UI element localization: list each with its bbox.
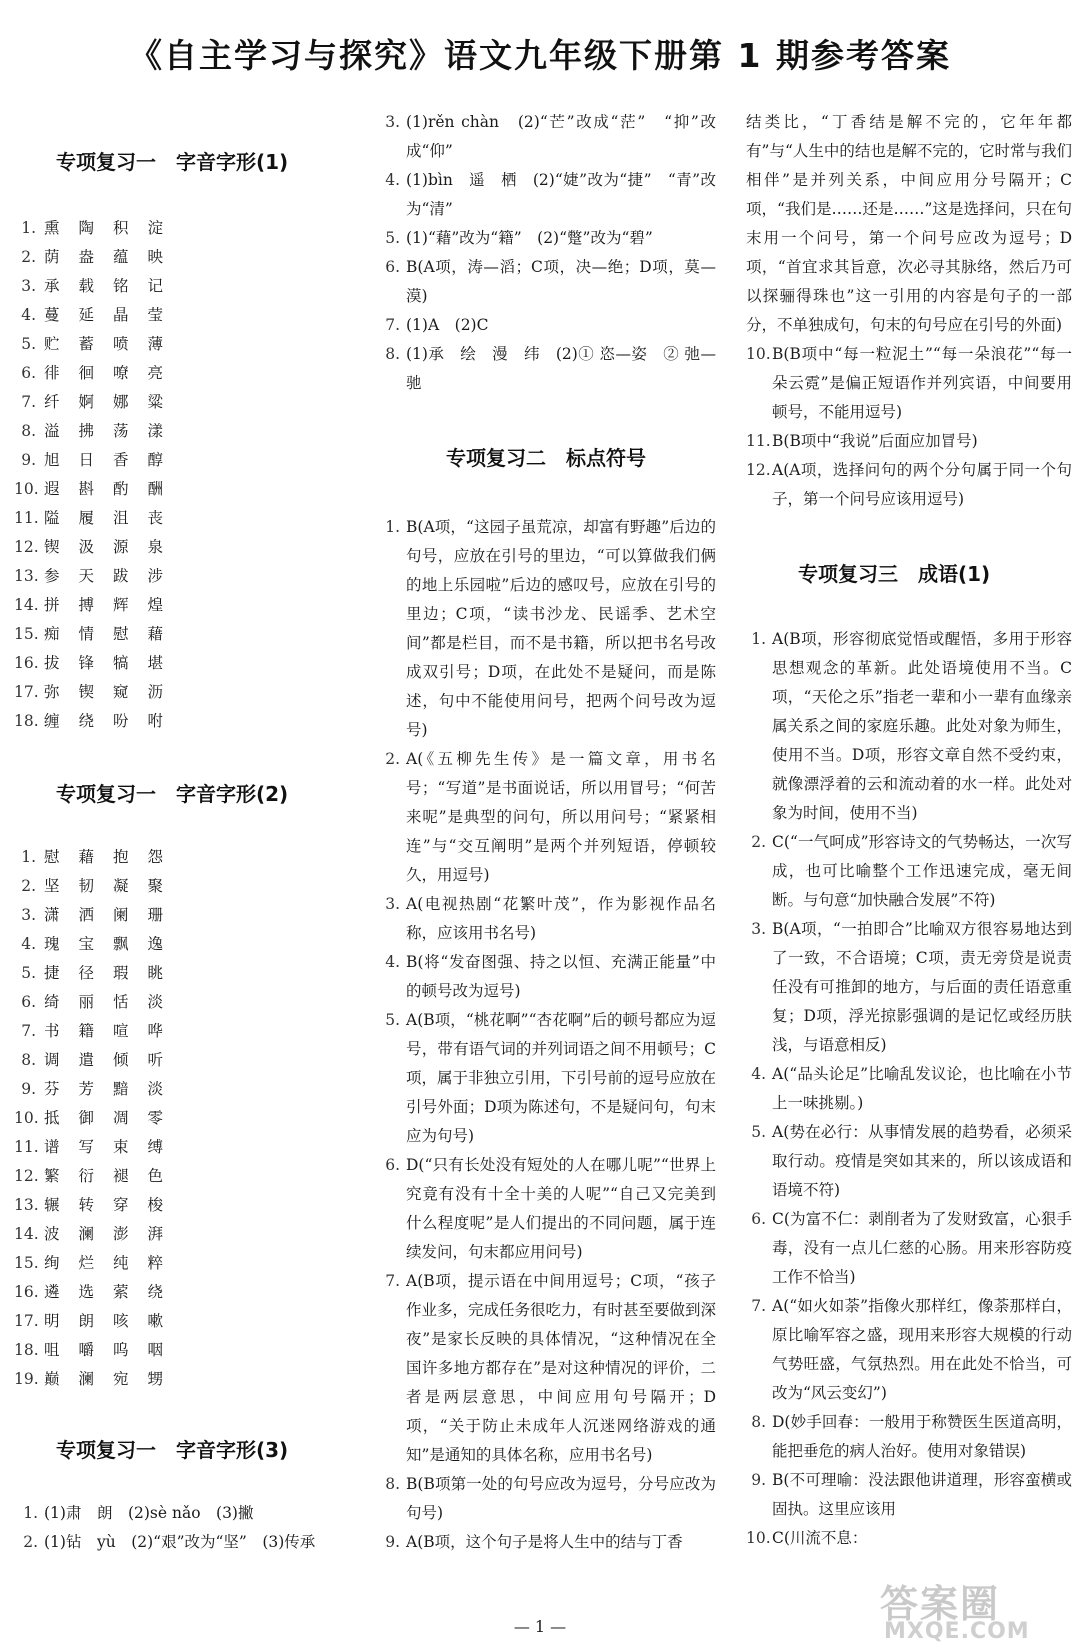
word-group: 承载铭记	[44, 277, 183, 295]
answer-text: B(A项，“这园子虽荒凉，却富有野趣”后边的句号，应放在引号的里边，“可以算做我们俩的地上乐园啦”后边的感叹号，应放在引号的里边；C项，“读书沙龙、民谣季、艺术空间”都是栏目，而不是书籍，所以把书名号改成双引号；D项，在此处不是疑问，而是陈述，句中不能使用问号，把两个问号改为逗号)	[406, 518, 716, 739]
word-row	[14, 843, 344, 872]
word-group: 贮蓄喷薄	[44, 335, 183, 353]
word-list-1	[14, 214, 344, 736]
item-number: 17.	[14, 683, 39, 701]
item-number: 1.	[385, 518, 400, 536]
answer-item	[376, 340, 716, 398]
item-number: 13.	[14, 567, 39, 585]
item-number: 10.	[14, 1109, 39, 1127]
answer-item	[742, 1466, 1072, 1524]
item-number: 15.	[14, 1254, 39, 1272]
word-row	[14, 591, 344, 620]
word-row	[14, 1278, 344, 1307]
word-row	[14, 504, 344, 533]
answer-text: D(“只有长处没有短处的人在哪儿呢”“世界上究竟有没有十全十美的人呢”“自己又完美到什么程度呢”是人们提出的不同问题，属于连续发问，句末都应用问号)	[406, 1156, 716, 1261]
item-number: 8.	[385, 345, 400, 363]
word-row	[14, 446, 344, 475]
word-group: 波澜澎湃	[44, 1225, 183, 1243]
item-number: 6.	[385, 258, 400, 276]
column-right	[742, 108, 1072, 1553]
item-number: 5.	[21, 335, 36, 353]
item-number: 8.	[751, 1413, 766, 1431]
answer-text: A(“品头论足”比喻乱发议论，也比喻在小节上一味挑剔。)	[772, 1065, 1072, 1112]
word-group: 徘徊嘹亮	[44, 364, 183, 382]
item-number: 19.	[14, 1370, 39, 1388]
item-number: 9.	[21, 1080, 36, 1098]
word-group: 调遣倾听	[44, 1051, 183, 1069]
word-group: 芬芳黯淡	[44, 1080, 183, 1098]
item-number: 4.	[751, 1065, 766, 1083]
word-group: 抵御凋零	[44, 1109, 183, 1127]
word-row	[14, 1104, 344, 1133]
answer-item	[742, 1205, 1072, 1292]
answer-text: B(B项第一处的句号应改为逗号，分号应改为句号)	[406, 1475, 716, 1522]
item-number: 1.	[23, 1504, 38, 1522]
item-number: 6.	[21, 993, 36, 1011]
answer-item	[376, 253, 716, 311]
answer-item	[742, 828, 1072, 915]
word-group: 遐斟酌酬	[44, 480, 183, 498]
item-number: 1.	[751, 630, 766, 648]
word-group: 辗转穿梭	[44, 1196, 183, 1214]
item-number: 3.	[21, 906, 36, 924]
section-heading-idioms: 专项复习三 成语(1)	[798, 562, 991, 586]
word-group: 遴选萦绕	[44, 1283, 183, 1301]
word-row	[14, 1075, 344, 1104]
column-left	[14, 108, 344, 1557]
word-group: 参天跋涉	[44, 567, 183, 585]
answer-text: C(川流不息：	[772, 1529, 868, 1547]
item-number: 14.	[14, 1225, 39, 1243]
answer-list-zixing-3	[376, 108, 716, 398]
watermark-url: MXQE.COM	[884, 1619, 1030, 1644]
section-heading-3: 专项复习一 字音字形(3)	[56, 1438, 289, 1462]
answer-text: (1)承 绘 漫 纬 (2)① 恣—姿 ② 弛—驰	[406, 345, 716, 392]
answer-item	[14, 1528, 344, 1557]
item-number: 9.	[385, 1533, 400, 1551]
item-number: 18.	[14, 712, 39, 730]
answer-item	[742, 915, 1072, 1060]
answer-item	[376, 108, 716, 166]
answer-item	[376, 1267, 716, 1470]
answer-text: A(B项，提示语在中间用逗号；C项，“孩子作业多，完成任务很吃力，有时甚至要做到深夜”是家长反映的具体情况，“这种情况在全国许多地方都存在”是对这种情况的评价，二者是两层意思，中间应用句号隔开；D项，“关于防止未成年人沉迷网络游戏的通知”是通知的具体名称，应用书名号)	[406, 1272, 717, 1464]
word-row	[14, 930, 344, 959]
item-number: 4.	[21, 935, 36, 953]
item-number: 9.	[21, 451, 36, 469]
answer-item	[376, 745, 716, 890]
answer-item	[376, 948, 716, 1006]
item-number: 16.	[14, 1283, 39, 1301]
answer-list-idioms	[742, 625, 1072, 1553]
item-number: 15.	[14, 625, 39, 643]
answer-list-punctuation	[376, 513, 716, 1557]
item-number: 16.	[14, 654, 39, 672]
item-number: 7.	[385, 316, 400, 334]
word-group: 繁衍褪色	[44, 1167, 183, 1185]
item-number: 2.	[23, 1533, 38, 1551]
item-number: 6.	[385, 1156, 400, 1174]
answer-text: A(A项，选择问句的两个分句属于同一个句子，第一个问号应该用逗号)	[772, 461, 1072, 508]
word-row	[14, 1249, 344, 1278]
word-group: 蔓延晶莹	[44, 306, 183, 324]
word-row	[14, 1046, 344, 1075]
item-number: 5.	[751, 1123, 766, 1141]
word-group: 隘履沮丧	[44, 509, 183, 527]
item-number: 4.	[21, 306, 36, 324]
page-title: 《自主学习与探究》语文九年级下册第 1 期参考答案	[129, 36, 951, 75]
word-group: 绮丽恬淡	[44, 993, 183, 1011]
word-row	[14, 707, 344, 736]
item-number: 7.	[21, 1022, 36, 1040]
answer-text: A(B项，形容彻底觉悟或醒悟，多用于形容思想观念的革新。此处语境使用不当。C项，“天伦之乐”指老一辈和小一辈有血缘亲属关系之间的家庭乐趣。此处对象为师生，使用不当。D项，形容文章自然不受约束，就像漂浮着的云和流动着的水一样。此处对象为时间，使用不当)	[772, 630, 1072, 822]
word-row	[14, 872, 344, 901]
word-group: 书籍喧哗	[44, 1022, 183, 1040]
answer-text: A(势在必行：从事情发展的趋势看，必须采取行动。疫情是突如其来的，所以该成语和语境不符)	[772, 1123, 1072, 1199]
item-number: 8.	[21, 1051, 36, 1069]
item-number: 13.	[14, 1196, 39, 1214]
column-middle	[376, 108, 716, 1557]
item-number: 11.	[14, 509, 39, 527]
word-group: 痴情慰藉	[44, 625, 183, 643]
item-number: 4.	[385, 953, 400, 971]
answer-text: B(B项中“每一粒泥土”“每一朵浪花”“每一朵云霓”是偏正短语作并列宾语，中间要用顿号，不能用逗号)	[772, 345, 1072, 421]
answer-text: (1)A (2)C	[406, 316, 489, 334]
answer-item	[376, 513, 716, 745]
answer-item	[14, 1499, 344, 1528]
answer-item	[742, 1118, 1072, 1205]
word-group: 纤婀娜粱	[44, 393, 183, 411]
answer-text: (1)肃 朗 (2)sè nǎo (3)撇	[44, 1504, 254, 1522]
word-group: 熏陶积淀	[44, 219, 183, 237]
answer-text: C(“一气呵成”形容诗文的气势畅达，一次写成，也可比喻整个工作迅速完成，毫无间断。与句意“加快融合发展”不符)	[772, 833, 1072, 909]
item-number: 2.	[385, 750, 400, 768]
item-number: 6.	[21, 364, 36, 382]
word-row	[14, 330, 344, 359]
answer-item	[376, 166, 716, 224]
word-group: 荫盎蕴映	[44, 248, 183, 266]
word-group: 潇洒阑珊	[44, 906, 183, 924]
word-group: 绚烂纯粹	[44, 1254, 183, 1272]
word-group: 锲汲源泉	[44, 538, 183, 556]
item-number: 7.	[751, 1297, 766, 1315]
item-number: 11.	[14, 1138, 39, 1156]
word-row	[14, 1133, 344, 1162]
answer-text: (1)bìn 遥 栖 (2)“婕”改为“捷” “青”改为“清”	[406, 171, 716, 218]
watermark-logo	[880, 1573, 1070, 1647]
word-group: 弥锲窥沥	[44, 683, 183, 701]
answer-text: B(A项，“一拍即合”比喻双方很容易地达到了一致，不合语境；C项，责无旁贷是说责任没有可推卸的地方，与后面的责任语意重复；D项，浮光掠影强调的是记忆或经历肤浅，与语意相反)	[772, 920, 1072, 1054]
word-group: 坚韧凝聚	[44, 877, 183, 895]
word-row	[14, 678, 344, 707]
item-number: 3.	[751, 920, 766, 938]
item-number: 3.	[385, 113, 400, 131]
word-row	[14, 1191, 344, 1220]
word-row	[14, 1307, 344, 1336]
answer-item	[742, 340, 1072, 427]
answer-item	[376, 1470, 716, 1528]
item-number: 11.	[746, 432, 771, 450]
item-number: 7.	[385, 1272, 400, 1290]
word-row	[14, 988, 344, 1017]
item-number: 17.	[14, 1312, 39, 1330]
word-row	[14, 649, 344, 678]
word-row	[14, 959, 344, 988]
answer-text: A(电视热剧“花繁叶茂”，作为影视作品名称，应该用书名号)	[406, 895, 716, 942]
answer-text: B(将“发奋图强、持之以恒、充满正能量”中的顿号改为逗号)	[406, 953, 716, 1000]
item-number: 10.	[746, 345, 771, 363]
answer-text: B(B项中“我说”后面应加冒号)	[772, 432, 978, 450]
word-row	[14, 388, 344, 417]
word-group: 咀嚼呜咽	[44, 1341, 183, 1359]
word-row	[14, 562, 344, 591]
answer-item	[742, 1292, 1072, 1408]
answer-list-punctuation-cont	[742, 340, 1072, 514]
section-heading-1: 专项复习一 字音字形(1)	[56, 150, 289, 174]
word-row	[14, 1162, 344, 1191]
answer-text: C(为富不仁：剥削者为了发财致富，心狠手毒，没有一点儿仁慈的心肠。用来形容防疫工作不恰当)	[772, 1210, 1072, 1286]
answer-text: A(B项，这个句子是将人生中的结与丁香	[406, 1533, 683, 1551]
item-number: 3.	[21, 277, 36, 295]
word-group: 拔锋犒堪	[44, 654, 183, 672]
word-row	[14, 272, 344, 301]
word-row	[14, 620, 344, 649]
word-group: 捷径瑕眺	[44, 964, 183, 982]
word-row	[14, 1365, 344, 1394]
answer-item	[376, 311, 716, 340]
word-row	[14, 417, 344, 446]
item-number: 6.	[751, 1210, 766, 1228]
answer-text: A(“如火如荼”指像火那样红，像荼那样白，原比喻军容之盛，现用来形容大规模的行动气势旺盛，气氛热烈。用在此处不恰当，可改为“风云变幻”)	[772, 1297, 1072, 1402]
answer-item	[742, 1060, 1072, 1118]
answer-text: A(《五柳先生传》是一篇文章，用书名号；“写道”是书面说话，所以用冒号；“何苦来呢”是典型的问句，所以用问号；“紧紧相连”与“交互阐明”是两个并列短语，停顿较久，用逗号)	[406, 750, 716, 884]
item-number: 2.	[21, 877, 36, 895]
item-number: 2.	[21, 248, 36, 266]
section-heading-punctuation: 专项复习二 标点符号	[446, 446, 646, 470]
word-group: 拼搏辉煌	[44, 596, 183, 614]
item-number: 10.	[14, 480, 39, 498]
item-number: 8.	[21, 422, 36, 440]
item-number: 4.	[385, 171, 400, 189]
answer-text: (1)钻 yù (2)“艰”改为“坚” (3)传承	[44, 1533, 316, 1551]
word-group: 明朗咳嗽	[44, 1312, 183, 1330]
word-list-2	[14, 843, 344, 1394]
item-number: 7.	[21, 393, 36, 411]
word-row	[14, 1017, 344, 1046]
word-group: 瑰宝飘逸	[44, 935, 183, 953]
word-group: 缠绕吩咐	[44, 712, 183, 730]
answer-item	[742, 456, 1072, 514]
item-number: 5.	[21, 964, 36, 982]
answer-text: (1)“藉”改为“籍” (2)“蹩”改为“碧”	[406, 229, 653, 247]
page-number: — 1 —	[513, 1617, 567, 1636]
item-number: 5.	[385, 1011, 400, 1029]
answer-item	[376, 224, 716, 253]
answer-item	[742, 1408, 1072, 1466]
answer-item	[376, 1528, 716, 1557]
word-group: 旭日香醇	[44, 451, 183, 469]
item-number: 8.	[385, 1475, 400, 1493]
item-number: 12.	[14, 1167, 39, 1185]
answer-text: B(不可理喻：没法跟他讲道理，形容蛮横或固执。这里应该用	[772, 1471, 1072, 1518]
word-row	[14, 214, 344, 243]
word-row	[14, 533, 344, 562]
item-number: 1.	[21, 219, 36, 237]
item-number: 10.	[746, 1529, 771, 1547]
item-number: 5.	[385, 229, 400, 247]
continued-answer: 结类比，“丁香结是解不完的，它年年都有”与“人生中的结也是解不完的，它时常与我们相伴”是并列关系，中间应用分号隔开；C项，“我们是……还是……”这是选择问，只在句末用一个问号，第一个问号应改为逗号；D项，“首宜求其旨意，次必寻其脉络，然后乃可以探骊得珠也”这一引用的内容是句子的一部分，不单独成句，句末的句号应在引号的外面)	[746, 113, 1072, 334]
word-row	[14, 901, 344, 930]
word-group: 巅澜宛甥	[44, 1370, 183, 1388]
answer-item	[742, 427, 1072, 456]
item-number: 12.	[746, 461, 771, 479]
answer-item	[376, 890, 716, 948]
word-row	[14, 1220, 344, 1249]
answer-text: B(A项，涛—滔；C项，决—绝；D项，莫—漠)	[406, 258, 716, 305]
answer-text: (1)rěn chàn (2)“芒”改成“茫” “抑”改成“仰”	[406, 113, 716, 160]
word-row	[14, 301, 344, 330]
item-number: 14.	[14, 596, 39, 614]
word-row	[14, 359, 344, 388]
answer-item	[742, 1524, 1072, 1553]
item-number: 18.	[14, 1341, 39, 1359]
item-number: 3.	[385, 895, 400, 913]
item-number: 9.	[751, 1471, 766, 1489]
answer-item	[376, 1006, 716, 1151]
answer-text: D(妙手回春：一般用于称赞医生医道高明，能把垂危的病人治好。使用对象错误)	[772, 1413, 1072, 1460]
word-group: 溢拂荡漾	[44, 422, 183, 440]
item-number: 12.	[14, 538, 39, 556]
watermark-logo-text: 答案圈	[880, 1582, 1001, 1626]
section-heading-2: 专项复习一 字音字形(2)	[56, 782, 289, 806]
answer-list-3	[14, 1499, 344, 1557]
word-row	[14, 243, 344, 272]
item-number: 1.	[21, 848, 36, 866]
word-group: 慰藉抱怨	[44, 848, 183, 866]
answer-item	[376, 1151, 716, 1267]
answer-item	[742, 625, 1072, 828]
word-row	[14, 475, 344, 504]
item-number: 2.	[751, 833, 766, 851]
word-group: 谱写束缚	[44, 1138, 183, 1156]
word-row	[14, 1336, 344, 1365]
answer-text: A(B项，“桃花啊”“杏花啊”后的顿号都应为逗号，带有语气词的并列词语之间不用顿号；C项，属于非独立引用，下引号前的逗号应放在引号外面；D项为陈述句，不是疑问句，句末应为句号)	[406, 1011, 717, 1145]
